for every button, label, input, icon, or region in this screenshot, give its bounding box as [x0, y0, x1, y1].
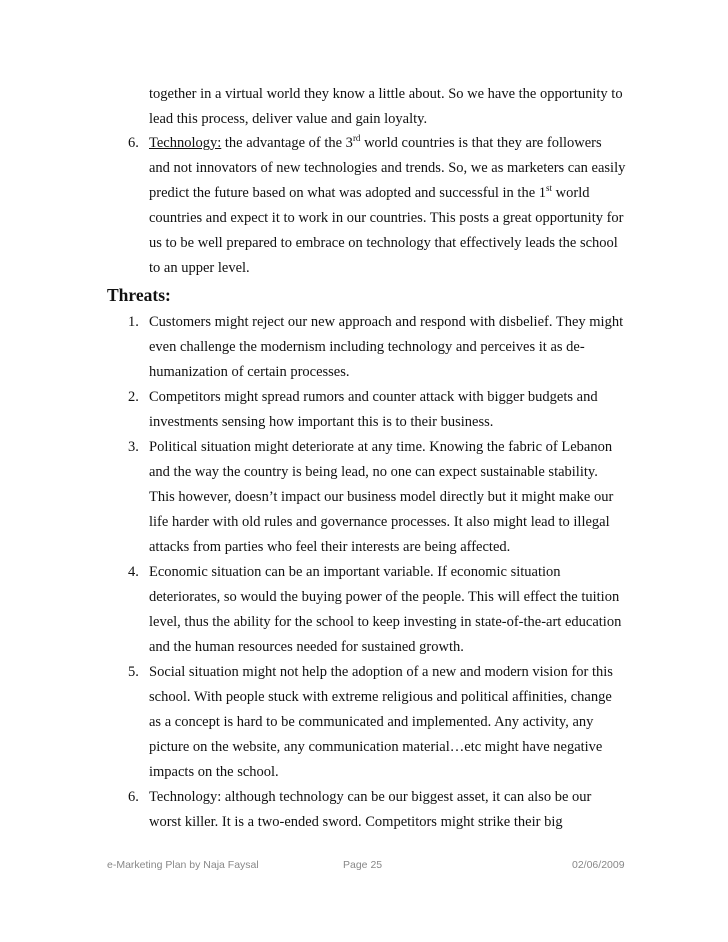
- opportunity-6-number: 6.: [128, 135, 139, 151]
- footer-date: 02/06/2009: [572, 859, 625, 871]
- threat-2-line-2: investments sensing how important this is to their business.: [149, 414, 494, 430]
- threat-4-line-4: and the human resources needed for sustained growth.: [149, 639, 464, 655]
- footer-left: e-Marketing Plan by Naja Faysal: [107, 859, 259, 871]
- threat-1-line-1: Customers might reject our new approach and respond with disbelief. They might: [149, 314, 624, 330]
- threat-3-line-3: This however, doesn’t impact our business model directly but it might make our: [149, 489, 614, 505]
- superscript-rd: rd: [352, 133, 361, 144]
- opportunity-6-line-4: countries and expect it to work in our countries. This posts a great opportunity for: [149, 210, 624, 226]
- threat-3-line-1: Political situation might deteriorate at any time. Knowing the fabric of Lebanon: [149, 439, 613, 455]
- superscript-st: st: [546, 183, 553, 194]
- intro-line-1: together in a virtual world they know a little about. So we have the opportunity to: [149, 86, 623, 102]
- threat-5-line-2: school. With people stuck with extreme religious and political affinities, change: [149, 689, 612, 705]
- threat-2-line-1: Competitors might spread rumors and counter attack with bigger budgets and: [149, 389, 598, 405]
- threat-5-line-1: Social situation might not help the adoption of a new and modern vision for this: [149, 664, 613, 680]
- opportunity-6-line-2: and not innovators of new technologies and trends. So, we as marketers can easily: [149, 160, 626, 176]
- threat-4-line-2: deteriorates, so would the buying power of the people. This will effect the tuition: [149, 589, 620, 605]
- threat-2-number: 2.: [128, 389, 139, 405]
- threat-1-number: 1.: [128, 314, 139, 330]
- threat-3-line-4: life harder with old rules and governance processes. It also might lead to illegal: [149, 514, 610, 530]
- threat-1-line-3: humanization of certain processes.: [149, 364, 350, 380]
- opportunity-6-line-6: to an upper level.: [149, 260, 250, 276]
- threats-heading: Threats:: [107, 285, 171, 305]
- threat-3-number: 3.: [128, 439, 139, 455]
- opportunity-6-line-1: [149, 134, 602, 152]
- opportunity-6-line-3a: predict the future based on what was adopted and successful in the 1: [149, 185, 547, 201]
- threat-5-number: 5.: [128, 664, 139, 680]
- opportunity-6-text-b: world countries is that they are followers: [360, 135, 602, 151]
- threat-4-line-3: level, thus the ability for the school to keep investing in state-of-the-art education: [149, 614, 622, 630]
- threat-6-line-1: Technology: although technology can be our biggest asset, it can also be our: [149, 789, 592, 805]
- opportunity-6-text-a: the advantage of the 3: [221, 135, 353, 151]
- threat-4-line-1: Economic situation can be an important variable. If economic situation: [149, 564, 561, 580]
- footer-page-number: Page 25: [343, 859, 383, 871]
- threat-6-line-2: worst killer. It is a two-ended sword. Competitors might strike their big: [149, 814, 563, 830]
- threat-4-number: 4.: [128, 564, 139, 580]
- threat-5-line-3: as a concept is hard to be communicated and implemented. Any activity, any: [149, 714, 594, 730]
- threat-3-line-2: and the way the country is being lead, no one can expect sustainable stability.: [149, 464, 598, 480]
- threat-5-line-5: impacts on the school.: [149, 764, 279, 780]
- intro-line-2: lead this process, deliver value and gain loyalty.: [149, 111, 428, 127]
- threat-3-line-5: attacks from parties who feel their interests are being affected.: [149, 539, 511, 555]
- threat-1-line-2: even challenge the modernism including technology and perceives it as de-: [149, 339, 585, 355]
- opportunity-6-line-3b: world: [552, 185, 590, 201]
- opportunity-6-line-3: [149, 184, 590, 202]
- threat-6-number: 6.: [128, 789, 139, 805]
- opportunity-6-line-5: us to be well prepared to embrace on technology that effectively leads the school: [149, 235, 618, 251]
- opportunity-6-label: Technology:: [149, 135, 222, 151]
- threat-5-line-4: picture on the website, any communication material…etc might have negative: [149, 739, 603, 755]
